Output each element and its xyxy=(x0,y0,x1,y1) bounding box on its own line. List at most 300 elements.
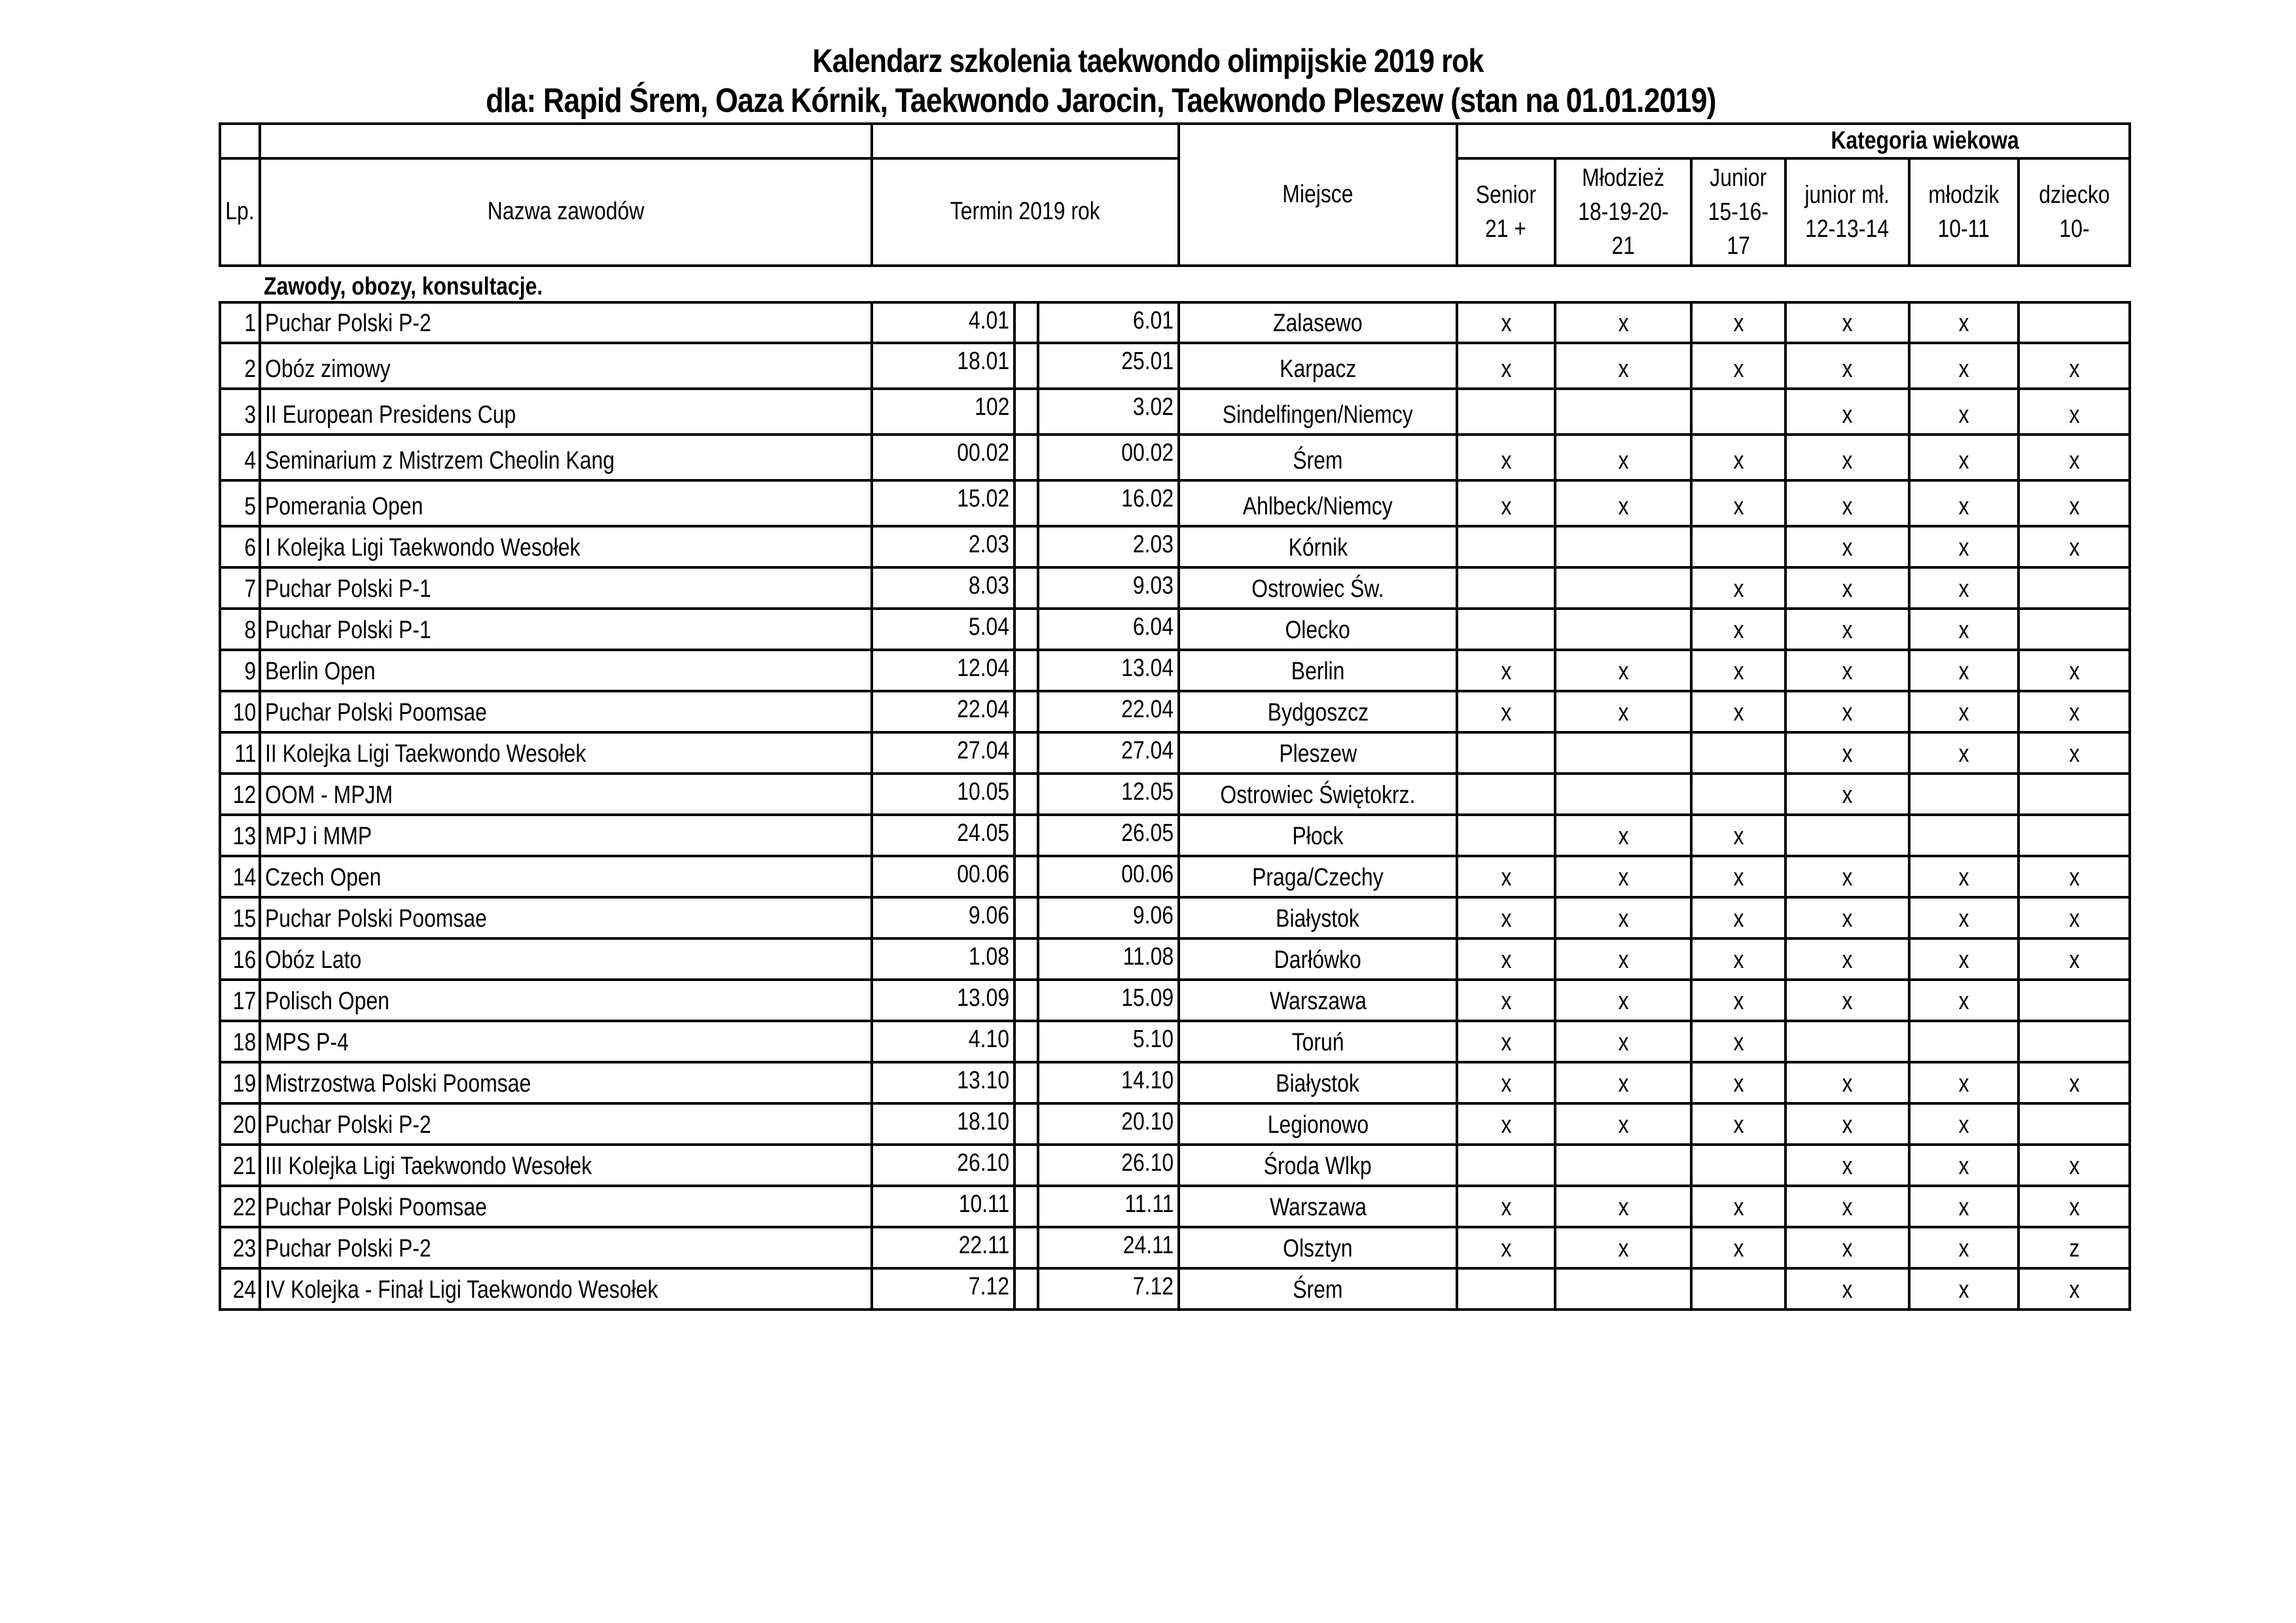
cell-category-mark xyxy=(1457,609,1555,650)
header-lp-label: Lp. xyxy=(225,198,255,226)
cell-end-date-text: 25.01 xyxy=(1121,348,1174,375)
cell-category-mark-text: x xyxy=(1958,616,1969,645)
cell-category-mark xyxy=(2018,856,2130,897)
cell-name-text: MPS P-4 xyxy=(265,1029,349,1057)
cell-category-mark xyxy=(2018,1227,2130,1268)
cell-category-mark-text: x xyxy=(1958,946,1969,974)
cell-category-mark xyxy=(1457,389,1555,435)
cell-category-mark xyxy=(1555,609,1691,650)
cell-place-text: Zalasewo xyxy=(1273,310,1363,338)
cell-end-date xyxy=(1038,1186,1179,1227)
cell-start-date xyxy=(872,1227,1014,1268)
cell-end-date xyxy=(1038,856,1179,897)
cell-start-date-text: 00.06 xyxy=(957,861,1009,888)
cell-category-mark xyxy=(1785,856,1909,897)
cell-start-date xyxy=(872,302,1014,343)
cell-category-mark-text: x xyxy=(1501,1029,1511,1057)
cat-range-line: 12-13-14 xyxy=(1805,215,1890,243)
cell-category-mark-text: x xyxy=(1842,1276,1853,1304)
cell-category-mark xyxy=(1691,815,1785,856)
cell-place-text: Pleszew xyxy=(1279,740,1357,768)
cell-category-mark-text: x xyxy=(1618,1111,1628,1139)
cell-place-text: Olecko xyxy=(1285,616,1351,645)
table-row xyxy=(220,302,2130,343)
document-title xyxy=(161,42,2136,80)
cell-category-mark-text: x xyxy=(1842,401,1853,429)
cell-name xyxy=(260,343,872,389)
cell-category-mark-text: x xyxy=(1733,823,1744,851)
cell-category-mark-text: x xyxy=(2069,1152,2079,1181)
cell-category-mark xyxy=(2018,480,2130,526)
cell-date-separator xyxy=(1014,609,1038,650)
cell-name-text: Seminarium z Mistrzem Cheolin Kang xyxy=(265,447,615,475)
cell-category-mark-text: x xyxy=(1958,1194,1969,1222)
cell-place xyxy=(1179,1268,1457,1310)
cell-place-text: Ostrowiec Świętokrz. xyxy=(1220,781,1416,810)
header-term-top xyxy=(872,124,1179,158)
cell-category-mark xyxy=(1691,1145,1785,1186)
cell-category-mark xyxy=(2018,343,2130,389)
cell-lp-text: 11 xyxy=(234,740,256,768)
cell-category-mark xyxy=(1691,691,1785,732)
cell-category-mark-text: x xyxy=(1618,355,1628,383)
cell-category-mark-text: x xyxy=(2069,1070,2079,1098)
table-row xyxy=(220,1186,2130,1227)
cell-name-text: Berlin Open xyxy=(265,658,376,686)
cell-category-mark-text: x xyxy=(1842,616,1853,645)
calendar-table xyxy=(219,122,2131,1311)
cell-category-mark-text: x xyxy=(2069,534,2079,562)
table-row xyxy=(220,1227,2130,1268)
table-row xyxy=(220,1145,2130,1186)
cell-place xyxy=(1179,526,1457,567)
cell-start-date xyxy=(872,1268,1014,1310)
table-row xyxy=(220,774,2130,815)
cell-category-mark xyxy=(1691,302,1785,343)
cat-label-line: Senior xyxy=(1475,181,1537,209)
cell-lp-text: 13 xyxy=(232,823,256,851)
header-cat-mlodzik xyxy=(1909,158,2018,266)
cell-name xyxy=(260,938,872,980)
cell-date-separator xyxy=(1014,1227,1038,1268)
cell-name-text: Puchar Polski P-2 xyxy=(265,310,431,338)
cell-lp-text: 9 xyxy=(244,658,256,686)
cell-name xyxy=(260,650,872,691)
cell-category-mark xyxy=(1909,609,2018,650)
cell-date-separator xyxy=(1014,691,1038,732)
cell-start-date-text: 7.12 xyxy=(968,1273,1009,1300)
cell-date-separator xyxy=(1014,856,1038,897)
cell-name xyxy=(260,567,872,609)
cell-date-separator xyxy=(1014,343,1038,389)
cell-category-mark-text: x xyxy=(1618,988,1628,1016)
cell-category-mark-text: x xyxy=(1842,658,1853,686)
cell-lp-text: 1 xyxy=(244,310,256,338)
cell-start-date-text: 15.02 xyxy=(957,485,1009,512)
cat-range-line: 15-16- xyxy=(1708,198,1769,226)
cell-category-mark-text: x xyxy=(1842,1070,1853,1098)
cell-category-mark xyxy=(1691,938,1785,980)
cell-category-mark xyxy=(1457,1021,1555,1062)
cell-category-mark xyxy=(1555,1227,1691,1268)
cell-name-text: Puchar Polski P-1 xyxy=(265,575,431,603)
cell-category-mark-text: x xyxy=(1842,988,1853,1016)
cell-category-mark xyxy=(1555,1021,1691,1062)
cell-category-mark-text: x xyxy=(2069,1276,2079,1304)
cell-category-mark xyxy=(1691,526,1785,567)
header-cat-junior-ml xyxy=(1785,158,1909,266)
cell-name xyxy=(260,691,872,732)
cell-category-mark xyxy=(1691,1062,1785,1103)
cell-category-mark-text: x xyxy=(1618,447,1628,475)
header-place xyxy=(1179,124,1457,266)
cell-category-mark-text: x xyxy=(1501,699,1511,727)
cell-name xyxy=(260,732,872,774)
cell-category-mark-text: x xyxy=(1618,1070,1628,1098)
cell-end-date xyxy=(1038,897,1179,938)
cell-category-mark xyxy=(1555,389,1691,435)
cell-category-mark-text: x xyxy=(1733,616,1744,645)
cell-category-mark xyxy=(1691,1268,1785,1310)
cell-category-mark xyxy=(1909,343,2018,389)
cell-category-mark xyxy=(1691,897,1785,938)
cell-lp xyxy=(220,302,260,343)
cell-name xyxy=(260,1186,872,1227)
cell-name xyxy=(260,1227,872,1268)
cell-category-mark-text: x xyxy=(1501,864,1511,892)
cell-start-date-text: 8.03 xyxy=(968,572,1009,599)
cell-category-mark xyxy=(2018,650,2130,691)
cell-category-mark xyxy=(1457,480,1555,526)
cell-category-mark xyxy=(1909,938,2018,980)
header-cat-dziecko xyxy=(2018,158,2130,266)
cell-lp xyxy=(220,1145,260,1186)
cat-label-line: junior mł. xyxy=(1804,181,1890,209)
cell-name-text: MPJ i MMP xyxy=(265,823,372,851)
cell-start-date-text: 26.10 xyxy=(957,1149,1009,1177)
cell-category-mark xyxy=(1555,526,1691,567)
cell-category-mark-text: x xyxy=(1842,864,1853,892)
cell-category-mark xyxy=(1691,1103,1785,1145)
cell-category-mark-text: z xyxy=(2069,1235,2079,1263)
cell-category-mark xyxy=(1555,343,1691,389)
cell-place-text: Ostrowiec Św. xyxy=(1251,575,1384,603)
cell-category-mark-text: x xyxy=(1618,864,1628,892)
cell-category-mark xyxy=(1785,815,1909,856)
cell-place xyxy=(1179,856,1457,897)
cell-category-mark xyxy=(1909,650,2018,691)
cell-category-mark xyxy=(1909,1021,2018,1062)
cell-date-separator xyxy=(1014,435,1038,480)
table-row xyxy=(220,815,2130,856)
cell-category-mark-text: x xyxy=(1733,493,1744,521)
cell-start-date xyxy=(872,1186,1014,1227)
cell-category-mark-text: x xyxy=(1842,740,1853,768)
cell-lp xyxy=(220,435,260,480)
cell-category-mark xyxy=(1691,609,1785,650)
cell-category-mark-text: x xyxy=(1958,1070,1969,1098)
cell-category-mark xyxy=(1457,691,1555,732)
cell-category-mark xyxy=(1909,732,2018,774)
cell-lp-text: 19 xyxy=(232,1070,256,1098)
cell-lp xyxy=(220,526,260,567)
cell-category-mark xyxy=(1785,650,1909,691)
cell-start-date-text: 18.10 xyxy=(957,1108,1009,1135)
cell-name-text: Pomerania Open xyxy=(265,493,423,521)
cell-category-mark xyxy=(2018,1021,2130,1062)
table-row xyxy=(220,435,2130,480)
cat-label-line: Młodzież xyxy=(1582,164,1664,192)
cell-lp-text: 23 xyxy=(232,1235,256,1263)
cell-category-mark xyxy=(1909,526,2018,567)
cell-category-mark xyxy=(1785,389,1909,435)
cell-category-mark xyxy=(1691,980,1785,1021)
cell-end-date xyxy=(1038,435,1179,480)
cell-category-mark xyxy=(1909,856,2018,897)
cell-date-separator xyxy=(1014,1186,1038,1227)
cell-date-separator xyxy=(1014,774,1038,815)
calendar-rows xyxy=(220,266,2130,1310)
header-cat-mlodziez xyxy=(1555,158,1691,266)
cell-place xyxy=(1179,480,1457,526)
cell-category-mark xyxy=(1555,938,1691,980)
cell-lp-text: 17 xyxy=(232,988,256,1016)
cat-range-line: 10- xyxy=(2058,215,2090,243)
cell-end-date-text: 00.06 xyxy=(1121,861,1174,888)
cell-category-mark xyxy=(1457,938,1555,980)
cell-category-mark xyxy=(1555,856,1691,897)
cell-category-mark-text: x xyxy=(2069,658,2079,686)
cell-date-separator xyxy=(1014,732,1038,774)
cell-category-mark xyxy=(1691,389,1785,435)
cell-name-text: III Kolejka Ligi Taekwondo Wesołek xyxy=(265,1152,592,1181)
cell-category-mark-text: x xyxy=(1733,946,1744,974)
cell-start-date xyxy=(872,567,1014,609)
cell-category-mark-text: x xyxy=(1842,1111,1853,1139)
cell-end-date-text: 26.10 xyxy=(1121,1149,1174,1177)
cell-lp xyxy=(220,774,260,815)
cell-lp xyxy=(220,389,260,435)
cell-end-date xyxy=(1038,980,1179,1021)
cell-category-mark-text: x xyxy=(1958,1152,1969,1181)
cell-category-mark xyxy=(1785,691,1909,732)
cell-start-date xyxy=(872,650,1014,691)
cell-category-mark-text: x xyxy=(1733,575,1744,603)
cell-category-mark-text: x xyxy=(1501,905,1511,933)
cell-name-text: Obóz zimowy xyxy=(265,355,391,383)
table-row xyxy=(220,389,2130,435)
table-row xyxy=(220,980,2130,1021)
cell-category-mark xyxy=(1909,1145,2018,1186)
cell-category-mark-text: x xyxy=(1842,493,1853,521)
cell-date-separator xyxy=(1014,1145,1038,1186)
cell-category-mark xyxy=(1457,1268,1555,1310)
cell-lp xyxy=(220,1062,260,1103)
cell-lp-text: 6 xyxy=(244,534,256,562)
cell-place xyxy=(1179,732,1457,774)
cell-category-mark xyxy=(2018,691,2130,732)
cell-start-date xyxy=(872,435,1014,480)
cell-name-text: Puchar Polski P-2 xyxy=(265,1111,431,1139)
cell-category-mark xyxy=(1457,567,1555,609)
cell-category-mark xyxy=(1909,1103,2018,1145)
cell-category-mark xyxy=(1785,897,1909,938)
cell-start-date-text: 10.11 xyxy=(958,1190,1009,1218)
cell-end-date-text: 00.02 xyxy=(1121,439,1174,467)
cell-category-mark xyxy=(1457,1062,1555,1103)
cell-category-mark xyxy=(1555,650,1691,691)
cell-end-date xyxy=(1038,691,1179,732)
cell-date-separator xyxy=(1014,302,1038,343)
cell-place xyxy=(1179,1145,1457,1186)
cell-category-mark-text: x xyxy=(1501,310,1511,338)
table-row xyxy=(220,526,2130,567)
cell-start-date xyxy=(872,1145,1014,1186)
cell-date-separator xyxy=(1014,815,1038,856)
cell-category-mark-text: x xyxy=(2069,447,2079,475)
cell-name xyxy=(260,389,872,435)
cell-category-mark-text: x xyxy=(1618,1194,1628,1222)
cell-category-mark xyxy=(1785,1103,1909,1145)
cell-lp xyxy=(220,343,260,389)
cell-category-mark-text: x xyxy=(1958,988,1969,1016)
cell-category-mark xyxy=(1909,1227,2018,1268)
cell-category-mark xyxy=(1457,732,1555,774)
cell-lp xyxy=(220,1103,260,1145)
cell-category-mark-text: x xyxy=(1958,658,1969,686)
table-row xyxy=(220,480,2130,526)
cell-place-text: Darłówko xyxy=(1274,946,1362,974)
cell-place-text: Śrem xyxy=(1293,1276,1343,1304)
cell-category-mark xyxy=(1457,526,1555,567)
cell-category-mark xyxy=(1555,980,1691,1021)
header-term xyxy=(872,158,1179,266)
cell-category-mark-text: x xyxy=(1618,699,1628,727)
cell-date-separator xyxy=(1014,389,1038,435)
cell-category-mark xyxy=(1555,774,1691,815)
cell-category-mark-text: x xyxy=(1958,310,1969,338)
cell-category-mark xyxy=(1555,567,1691,609)
cell-category-mark xyxy=(1457,435,1555,480)
cell-category-mark-text: x xyxy=(2069,699,2079,727)
cell-category-mark xyxy=(1691,856,1785,897)
cell-start-date xyxy=(872,980,1014,1021)
cell-date-separator xyxy=(1014,480,1038,526)
cell-category-mark xyxy=(1909,567,2018,609)
cell-category-mark-text: x xyxy=(1842,575,1853,603)
cell-place xyxy=(1179,302,1457,343)
section-label-row xyxy=(220,266,2130,302)
cell-date-separator xyxy=(1014,1062,1038,1103)
cell-start-date-text: 12.04 xyxy=(957,654,1009,682)
cell-category-mark xyxy=(1555,1186,1691,1227)
cell-lp xyxy=(220,856,260,897)
calendar-sheet xyxy=(219,122,2131,1311)
cell-name-text: Czech Open xyxy=(265,864,382,892)
cell-lp xyxy=(220,897,260,938)
cell-place-text: Białystok xyxy=(1276,1070,1360,1098)
cell-date-separator xyxy=(1014,980,1038,1021)
cell-name xyxy=(260,897,872,938)
cell-start-date xyxy=(872,1062,1014,1103)
cell-category-mark-text: x xyxy=(1958,699,1969,727)
cell-category-mark-text: x xyxy=(1618,493,1628,521)
cell-category-mark-text: x xyxy=(1501,1194,1511,1222)
cell-category-mark xyxy=(2018,938,2130,980)
cell-category-mark-text: x xyxy=(1733,864,1744,892)
cell-end-date-text: 14.10 xyxy=(1121,1067,1174,1094)
cell-category-mark xyxy=(1691,343,1785,389)
cell-category-mark-text: x xyxy=(1501,1070,1511,1098)
cell-start-date-text: 4.01 xyxy=(968,307,1009,334)
cell-start-date-text: 1.08 xyxy=(968,943,1009,971)
cell-category-mark-text: x xyxy=(1733,1235,1744,1263)
cell-category-mark-text: x xyxy=(1842,447,1853,475)
cell-category-mark xyxy=(1785,980,1909,1021)
cell-lp-text: 2 xyxy=(244,355,256,383)
cell-category-mark-text: x xyxy=(1618,658,1628,686)
cell-place xyxy=(1179,650,1457,691)
cell-category-mark xyxy=(1691,650,1785,691)
cell-lp-text: 14 xyxy=(232,864,256,892)
document-title-text: Kalendarz szkolenia taekwondo olimpijskie 2019 rok xyxy=(812,43,1484,79)
cell-category-mark xyxy=(1691,1227,1785,1268)
cell-category-mark xyxy=(1457,1186,1555,1227)
header-place-label: Miejsce xyxy=(1282,180,1354,208)
section-label-text: Zawody, obozy, konsultacje. xyxy=(264,273,543,301)
cell-category-mark xyxy=(2018,1103,2130,1145)
cell-name xyxy=(260,609,872,650)
cell-lp-text: 10 xyxy=(232,699,256,727)
cell-category-mark-text: x xyxy=(1618,1029,1628,1057)
cell-category-mark xyxy=(1457,1145,1555,1186)
cell-start-date-text: 13.10 xyxy=(957,1067,1009,1094)
table-row xyxy=(220,1021,2130,1062)
table-row xyxy=(220,609,2130,650)
section-spacer xyxy=(220,266,260,302)
cell-place xyxy=(1179,1062,1457,1103)
cell-category-mark xyxy=(2018,897,2130,938)
table-row xyxy=(220,1268,2130,1310)
cell-category-mark xyxy=(1555,815,1691,856)
cell-place xyxy=(1179,897,1457,938)
cell-place-text: Legionowo xyxy=(1267,1111,1369,1139)
cell-name xyxy=(260,1062,872,1103)
cell-lp xyxy=(220,980,260,1021)
cell-category-mark xyxy=(1785,774,1909,815)
cell-name xyxy=(260,526,872,567)
cell-end-date-text: 24.11 xyxy=(1122,1232,1174,1259)
cell-category-mark-text: x xyxy=(2069,401,2079,429)
cell-category-mark xyxy=(1909,980,2018,1021)
header-lp-top xyxy=(220,124,260,158)
cell-category-mark-text: x xyxy=(1842,1194,1853,1222)
cell-start-date-text: 24.05 xyxy=(957,819,1009,847)
cell-category-mark xyxy=(1457,856,1555,897)
cell-date-separator xyxy=(1014,1021,1038,1062)
cell-date-separator xyxy=(1014,526,1038,567)
cell-category-mark xyxy=(1909,897,2018,938)
cell-place-text: Sindelfingen/Niemcy xyxy=(1223,401,1413,429)
cell-lp xyxy=(220,1021,260,1062)
header-term-label: Termin 2019 rok xyxy=(950,198,1100,226)
cell-category-mark xyxy=(1785,1268,1909,1310)
cell-category-mark xyxy=(2018,1062,2130,1103)
cell-place xyxy=(1179,343,1457,389)
cell-category-mark xyxy=(1555,1145,1691,1186)
cell-place xyxy=(1179,691,1457,732)
cell-lp xyxy=(220,732,260,774)
